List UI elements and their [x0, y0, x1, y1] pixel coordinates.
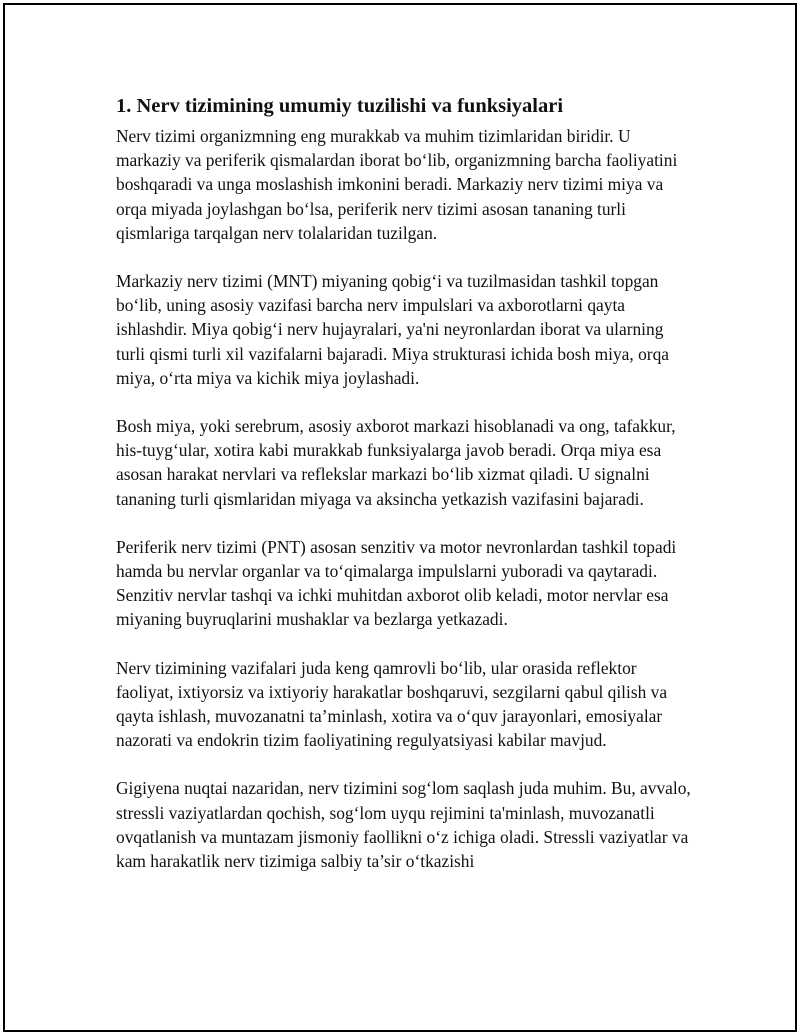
- paragraph-1: Nerv tizimi organizmning eng murakkab va muhim tizimlaridan biridir. U markaziy va periferik qismalardan iborat bo‘lib, organizmning barcha faoliyatini boshqaradi va unga moslashish imkonini beradi. Markaziy nerv tizimi miya va orqa miyada joylashgan bo‘lsa, periferik nerv tizimi asosan tananing turli qismlariga tarqalgan nerv tolalaridan tuzilgan.: [116, 126, 678, 243]
- paragraph-4: Periferik nerv tizimi (PNT) asosan senzitiv va motor nevronlardan tashkil topadi hamda bu nervlar organlar va to‘qimalarga impulslarni yuboradi va qaytaradi. Senzitiv nervlar tashqi va ichki muhitdan axborot olib keladi, motor nervlar esa miyaning buyruqlarini mushaklar va bezlarga yetkazadi.: [116, 536, 677, 630]
- section-heading: 1. Nerv tizimining umumiy tuzilishi va funksiyalari: [116, 95, 564, 117]
- paragraph-3: Bosh miya, yoki serebrum, asosiy axborot markazi hisoblanadi va ong, tafakkur, his-tuyg‘ular, xotira kabi murakkab funksiyalarga javob beradi. Orqa miya esa asosan harakat nervlari va reflekslar markazi bo‘lib xizmat qiladi. U signalni tananing turli qismlaridan miyaga va aksincha yetkazish vazifasini bajaradi.: [116, 416, 676, 509]
- paragraph-2: Markaziy nerv tizimi (MNT) miyaning qobig‘i va tuzilmasidan tashkil topgan bo‘lib, uning asosiy vazifasi barcha nerv impulslari va axborotlarni qayta ishlashdir. Miya qobig‘i nerv hujayralari, ya'ni neyronlardan iborat va ularning turli qismi turli xil vazifalarni bajaradi. Miya strukturasi ichida bosh miya, orqa miya, o‘rta miya va kichik miya joylashadi.: [116, 271, 669, 388]
- document-body: [116, 92, 696, 897]
- paragraph-6: Gigiyena nuqtai nazaridan, nerv tizimini sog‘lom saqlash juda muhim. Bu, avvalo, stressli vaziyatlardan qochish, sog‘lom uyqu rejimini ta'minlash, muvozanatli ovqatlanish va muntazam jismoniy faollikni o‘z ichiga oladi. Stressli vaziyatlar va kam harakatlik nerv tizimiga salbiy ta’sir o‘tkazishi: [116, 778, 691, 872]
- paragraph-5: Nerv tizimining vazifalari juda keng qamrovli bo‘lib, ular orasida reflektor faoliyat, ixtiyorsiz va ixtiyoriy harakatlar boshqaruvi, sezgilarni qabul qilish va qayta ishlash, muvozanatni ta’minlash, xotira va o‘quv jarayonlari, emosiyalar nazorati va endokrin tizim faoliyatining regulyatsiyasi kabilar mavjud.: [116, 657, 668, 751]
